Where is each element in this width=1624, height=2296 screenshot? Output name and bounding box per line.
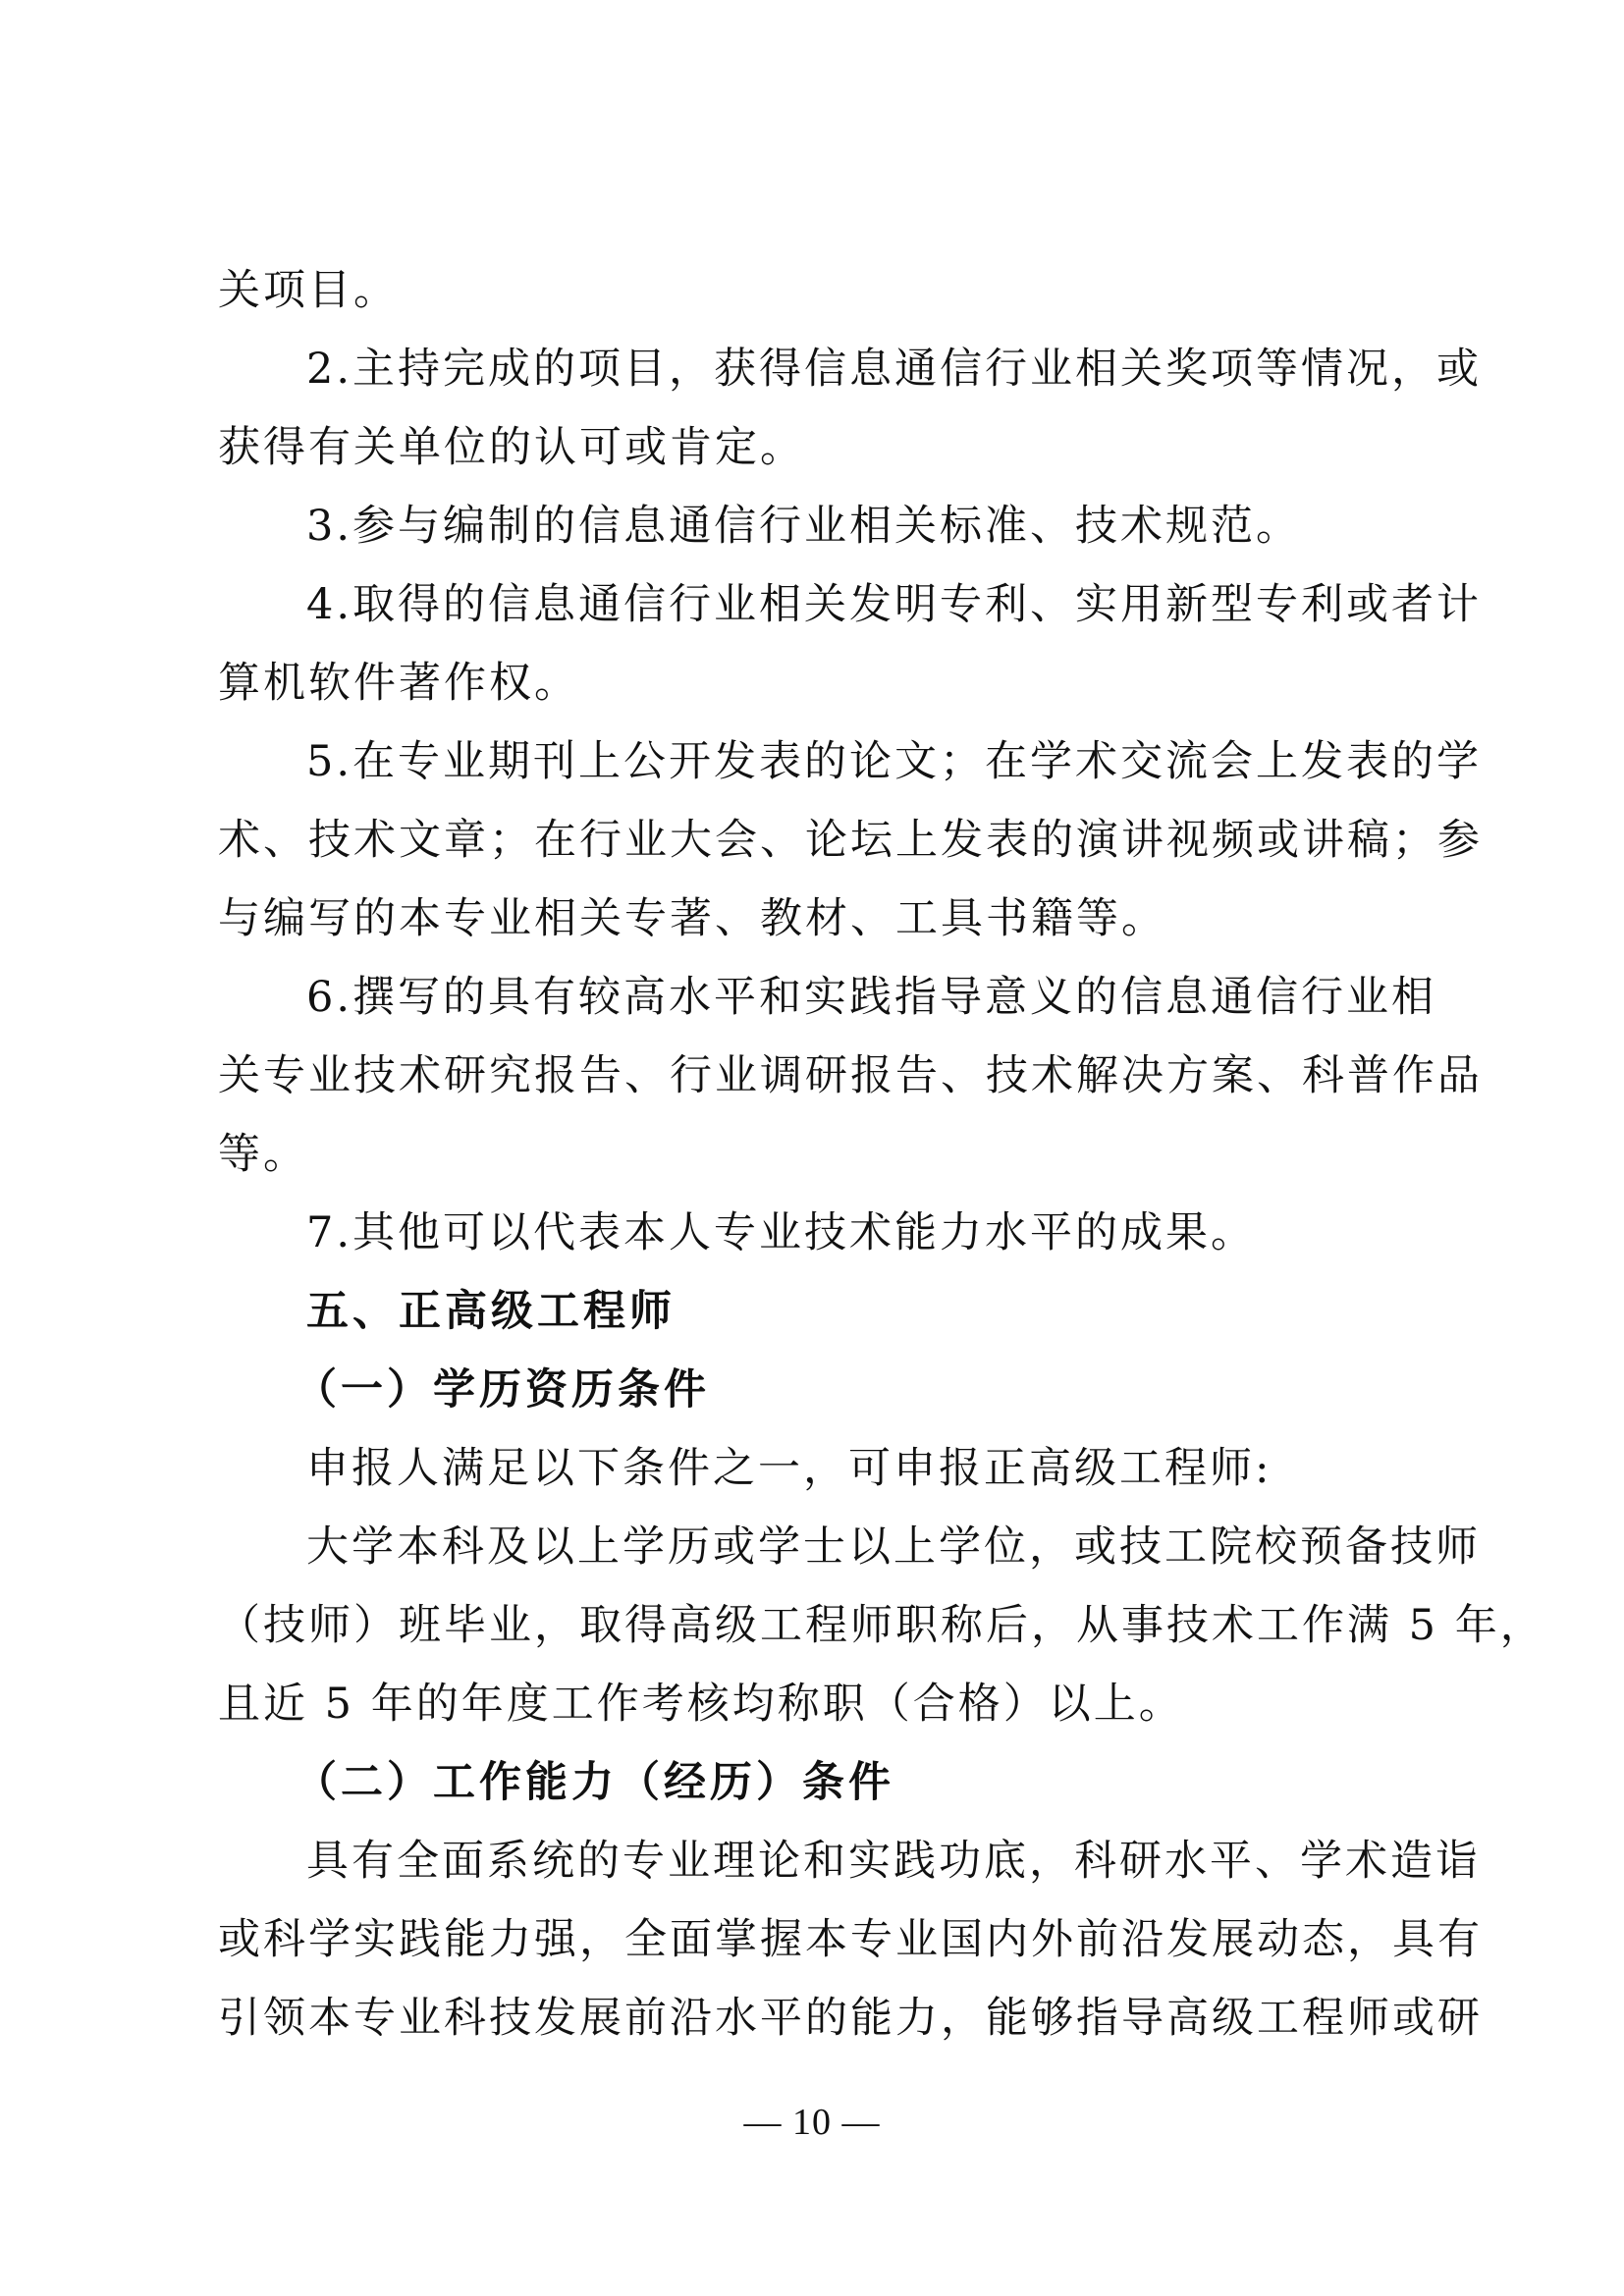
subsection-heading-2: （二）工作能力（经历）条件	[295, 1758, 894, 1807]
list-item-3: 3.参与编制的信息通信行业相关标准、技术规范。	[306, 502, 1302, 551]
section-heading: 五、正高级工程师	[306, 1287, 676, 1336]
paragraph-line: （技师）班毕业，取得高级工程师职称后，从事技术工作满 5 年，	[218, 1601, 1545, 1650]
list-item-2-line-1: 2.主持完成的项目，获得信息通信行业相关奖项等情况，或	[306, 345, 1483, 394]
paragraph-line: 关项目。	[218, 266, 399, 315]
list-item-4-line-2: 算机软件著作权。	[218, 659, 579, 708]
paragraph-line: 且近 5 年的年度工作考核均称职（合格）以上。	[218, 1680, 1184, 1729]
list-item-4-line-1: 4.取得的信息通信行业相关发明专利、实用新型专利或者计	[306, 580, 1483, 629]
paragraph-line: 引领本专业科技发展前沿水平的能力，能够指导高级工程师或研	[218, 1994, 1483, 2043]
paragraph-line: 或科学实践能力强，全面掌握本专业国内外前沿发展动态，具有	[218, 1915, 1483, 1964]
paragraph-line: 申报人满足以下条件之一，可申报正高级工程师:	[306, 1444, 1272, 1493]
list-item-5-line-3: 与编写的本专业相关专著、教材、工具书籍等。	[218, 894, 1166, 943]
list-item-7: 7.其他可以代表本人专业技术能力水平的成果。	[306, 1208, 1257, 1257]
list-item-6-line-3: 等。	[218, 1130, 308, 1179]
list-item-2-line-2: 获得有关单位的认可或肯定。	[218, 423, 805, 472]
list-item-5-line-2: 术、技术文章；在行业大会、论坛上发表的演讲视频或讲稿；参	[218, 816, 1483, 865]
subsection-heading-1: （一）学历资历条件	[295, 1365, 710, 1415]
list-item-6-line-2: 关专业技术研究报告、行业调研报告、技术解决方案、科普作品	[218, 1051, 1483, 1100]
paragraph-line: 具有全面系统的专业理论和实践功底，科研水平、学术造诣	[306, 1837, 1481, 1886]
list-item-5-line-1: 5.在专业期刊上公开发表的论文；在学术交流会上发表的学	[306, 737, 1483, 786]
paragraph-line: 大学本科及以上学历或学士以上学位，或技工院校预备技师	[306, 1522, 1481, 1572]
page-number: — 10 —	[743, 2102, 881, 2143]
list-item-6-line-1: 6.撰写的具有较高水平和实践指导意义的信息通信行业相	[306, 973, 1437, 1022]
